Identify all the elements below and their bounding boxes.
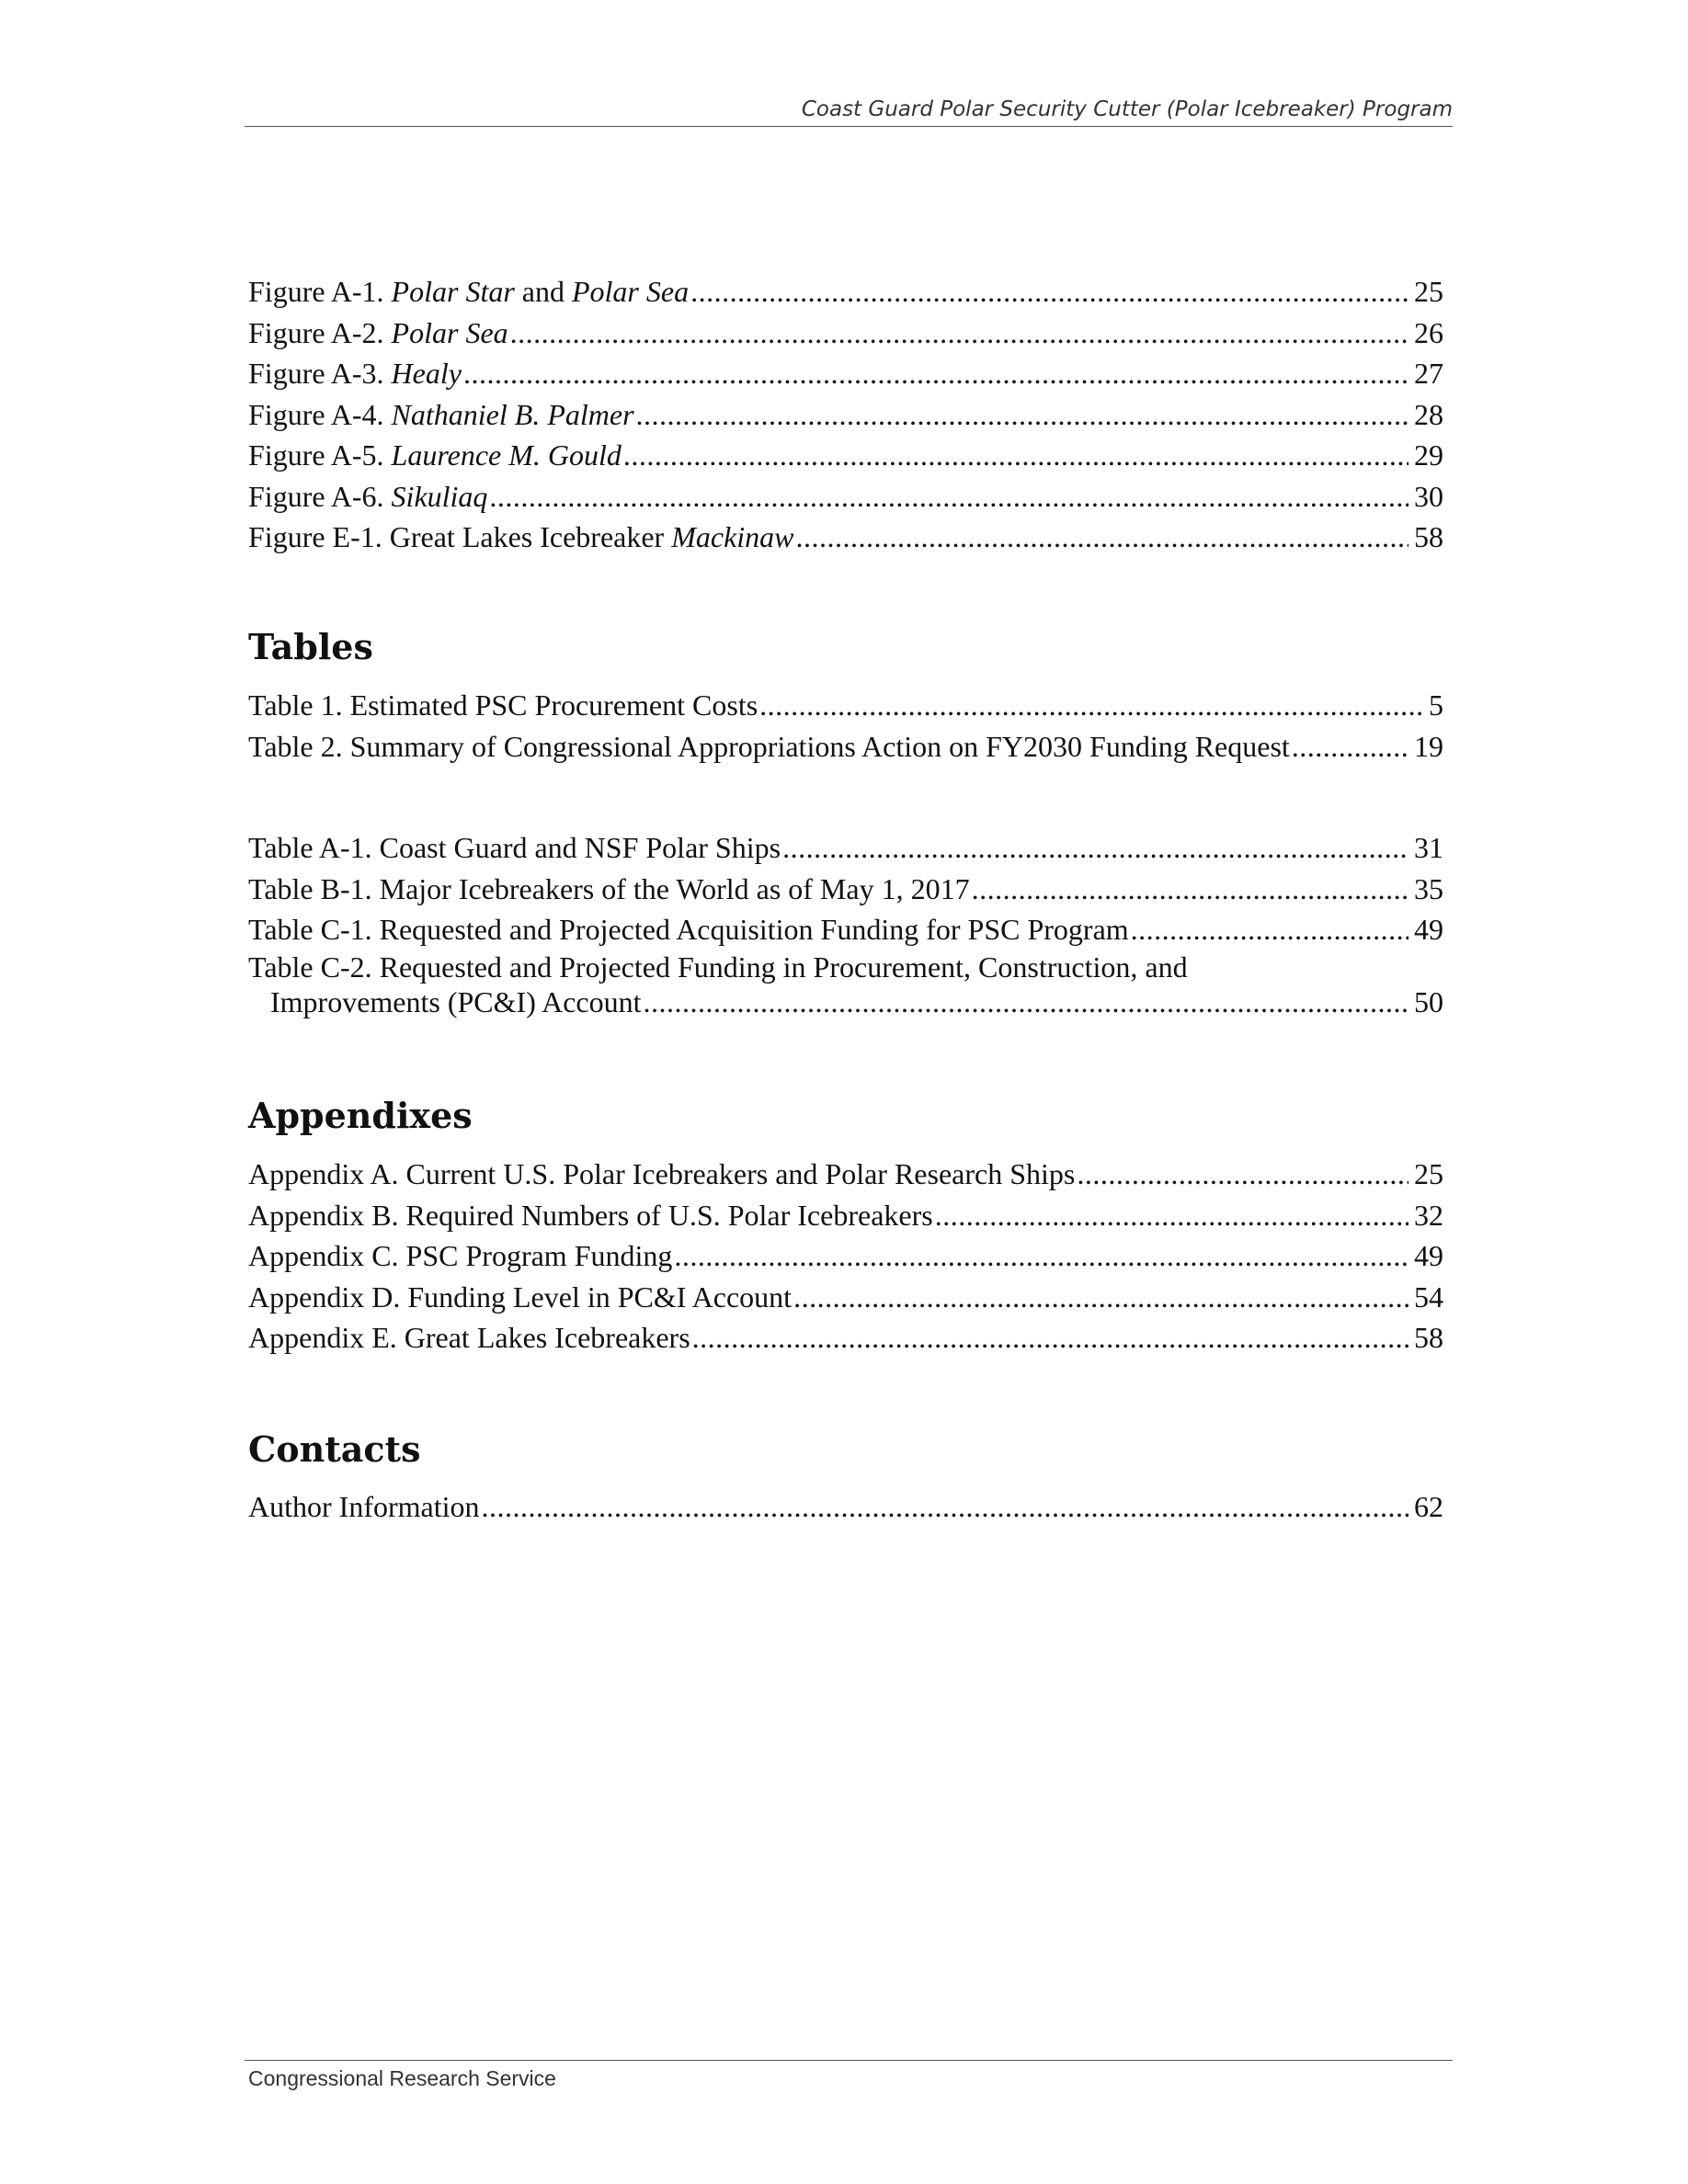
- section-heading-tables: Tables: [248, 626, 373, 667]
- toc-entry-label-line1: Table C-2. Requested and Projected Funding in Procurement, Construction, and: [248, 950, 1188, 984]
- toc-page-number: 27: [1414, 357, 1443, 390]
- dot-leader: [1129, 909, 1409, 950]
- toc-entry-label: Author Information: [248, 1490, 480, 1523]
- toc-page-number: 50: [1414, 984, 1443, 1018]
- tables-list-main: [248, 685, 1443, 767]
- toc-page-number: 32: [1414, 1198, 1443, 1232]
- toc-entry-table-2[interactable]: [248, 726, 1443, 768]
- toc-entry-label: Appendix C. PSC Program Funding: [248, 1239, 673, 1272]
- toc-page-number: 29: [1414, 438, 1443, 472]
- toc-page-number: 25: [1414, 1157, 1443, 1190]
- toc-page-number: 28: [1414, 397, 1443, 431]
- toc-entry-label: Figure A-4. Nathaniel B. Palmer: [248, 397, 634, 431]
- toc-page-number: 35: [1414, 871, 1443, 905]
- toc-entry-label: Table 1. Estimated PSC Procurement Costs: [248, 688, 758, 722]
- toc-entry-label: Figure A-6. Sikuliaq: [248, 479, 488, 513]
- toc-page-number: 31: [1414, 831, 1443, 864]
- dot-leader: [634, 394, 1409, 436]
- toc-entry-appendix-a[interactable]: [248, 1154, 1443, 1195]
- running-header: Coast Guard Polar Security Cutter (Polar Icebreaker) Program: [801, 97, 1453, 121]
- toc-entry-label: Appendix D. Funding Level in PC&I Account: [248, 1280, 793, 1314]
- toc-page-number: 19: [1414, 729, 1443, 763]
- footer-rule: [245, 2060, 1453, 2061]
- dot-leader: [933, 1195, 1409, 1236]
- toc-page-number: 58: [1414, 1321, 1443, 1354]
- section-heading-contacts: Contacts: [248, 1428, 421, 1470]
- dot-leader: [672, 1235, 1409, 1277]
- toc-page-number: 58: [1414, 520, 1443, 553]
- toc-entry-label: Figure A-3. Healy: [248, 357, 462, 390]
- toc-entry-table-b1[interactable]: [248, 869, 1443, 910]
- dot-leader: [487, 476, 1409, 518]
- dot-leader: [690, 1317, 1409, 1359]
- toc-entry-label: Figure A-1. Polar Star and Polar Sea: [248, 275, 690, 308]
- toc-page-number: 62: [1414, 1490, 1443, 1523]
- toc-entry-table-a1[interactable]: [248, 827, 1443, 869]
- toc-entry-label: Table C-1. Requested and Projected Acquisition Funding for PSC Program: [248, 913, 1129, 946]
- dot-leader: [758, 685, 1423, 726]
- appendixes-list: [248, 1154, 1443, 1359]
- toc-entry-label: Appendix B. Required Numbers of U.S. Polar Icebreakers: [248, 1198, 933, 1232]
- dot-leader: [1290, 726, 1409, 768]
- tables-list-appendix: [248, 827, 1443, 1020]
- running-footer: Congressional Research Service: [248, 2066, 556, 2090]
- toc-entry-figure-a3[interactable]: [248, 353, 1443, 394]
- toc-entry-label: Appendix E. Great Lakes Icebreakers: [248, 1321, 690, 1354]
- dot-leader: [781, 827, 1409, 869]
- toc-entry-appendix-d[interactable]: [248, 1277, 1443, 1318]
- dot-leader: [508, 313, 1409, 354]
- toc-page-number: 26: [1414, 315, 1443, 349]
- dot-leader: [689, 271, 1409, 313]
- toc-page-number: 54: [1414, 1280, 1443, 1314]
- toc-entry-figure-a4[interactable]: [248, 394, 1443, 436]
- toc-page-number: 30: [1414, 479, 1443, 513]
- contacts-list: [248, 1486, 1443, 1528]
- toc-entry-appendix-e[interactable]: [248, 1317, 1443, 1359]
- toc-entry-appendix-c[interactable]: [248, 1235, 1443, 1277]
- dot-leader: [480, 1486, 1409, 1528]
- toc-entry-label: Figure A-5. Laurence M. Gould: [248, 438, 622, 472]
- dot-leader: [622, 435, 1409, 476]
- toc-entry-table-c2[interactable]: [248, 950, 1443, 1020]
- dot-leader: [970, 869, 1409, 910]
- toc-entry-figure-a1[interactable]: [248, 271, 1443, 313]
- toc-entry-label: Figure E-1. Great Lakes Icebreaker Mackinaw: [248, 520, 794, 553]
- toc-page-number: 5: [1429, 688, 1443, 722]
- dot-leader: [794, 517, 1409, 558]
- toc-entry-label: Table B-1. Major Icebreakers of the World as of May 1, 2017: [248, 871, 970, 905]
- toc-entry-label: Table A-1. Coast Guard and NSF Polar Ships: [248, 831, 781, 864]
- dot-leader: [1075, 1154, 1409, 1195]
- toc-entry-label: Appendix A. Current U.S. Polar Icebreakers and Polar Research Ships: [248, 1157, 1076, 1190]
- dot-leader: [792, 1277, 1409, 1318]
- toc-entry-figure-a6[interactable]: [248, 476, 1443, 518]
- toc-entry-table-c1[interactable]: [248, 909, 1443, 950]
- toc-entry-label: Table 2. Summary of Congressional Appropriations Action on FY2030 Funding Request: [248, 729, 1290, 763]
- toc-page-number: 49: [1414, 913, 1443, 946]
- toc-entry-label-line2: Improvements (PC&I) Account: [270, 984, 642, 1018]
- toc-page-number: 25: [1414, 275, 1443, 308]
- toc-entry-table-1[interactable]: [248, 685, 1443, 726]
- toc-entry-appendix-b[interactable]: [248, 1195, 1443, 1236]
- toc-entry-author-information[interactable]: [248, 1486, 1443, 1528]
- dot-leader: [462, 353, 1409, 394]
- toc-entry-figure-e1[interactable]: [248, 517, 1443, 558]
- toc-entry-figure-a2[interactable]: [248, 313, 1443, 354]
- figures-list: [248, 271, 1443, 558]
- dot-leader: [641, 984, 1409, 1020]
- toc-entry-figure-a5[interactable]: [248, 435, 1443, 476]
- section-heading-appendixes: Appendixes: [248, 1095, 473, 1136]
- toc-page-number: 49: [1414, 1239, 1443, 1272]
- toc-entry-label: Figure A-2. Polar Sea: [248, 315, 508, 349]
- header-rule: [245, 126, 1453, 127]
